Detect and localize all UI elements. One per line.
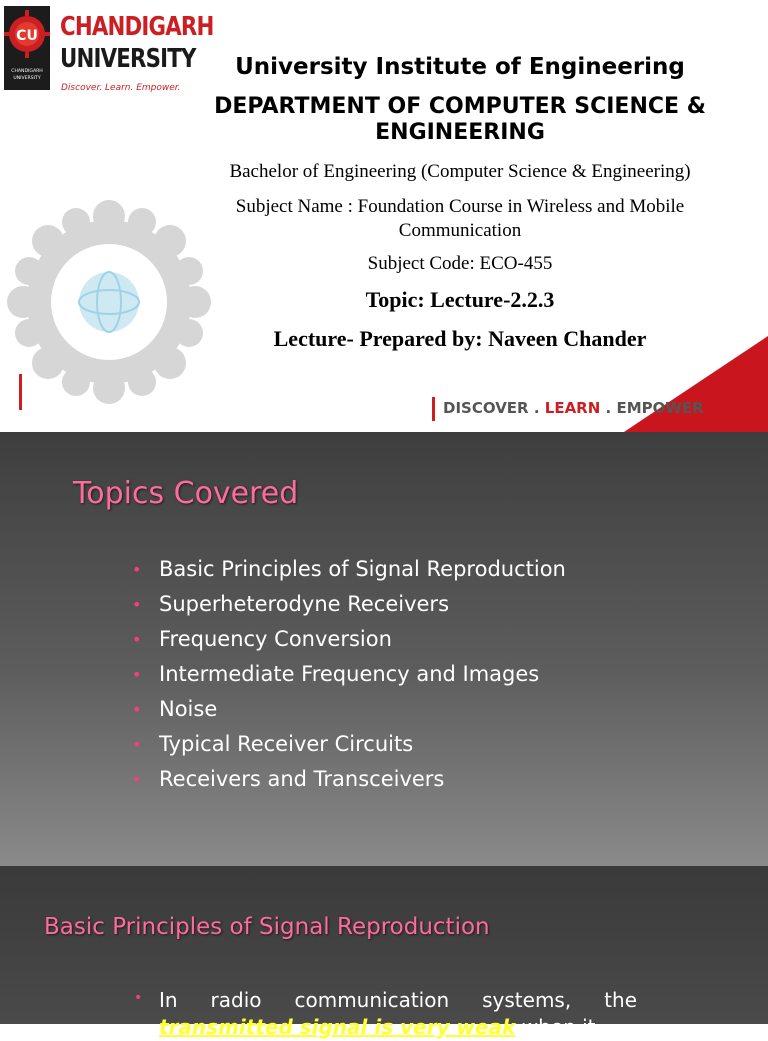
body-text-rest: when it <box>515 1015 596 1039</box>
signal-reproduction-slide <box>0 866 768 1039</box>
bullet-icon: • <box>132 735 142 754</box>
bullet-icon: • <box>132 595 142 614</box>
discover-learn-empower-footer <box>432 397 704 421</box>
svg-text:CU: CU <box>16 28 38 44</box>
subject-name: Subject Name : Foundation Course in Wireless and Mobile Communication <box>235 196 685 241</box>
subject-code: Subject Code: ECO-455 <box>367 253 553 274</box>
body-text-line1: In radio communication systems, the <box>159 988 637 1012</box>
topic-text: Typical Receiver Circuits <box>159 732 414 756</box>
topic-text: Basic Principles of Signal Reproduction <box>159 557 566 581</box>
bullet-icon: • <box>132 770 142 789</box>
highlighted-text: transmitted signal is very weak <box>159 1015 516 1039</box>
university-seal-icon <box>4 6 50 90</box>
svg-text:CHANDIGARH: CHANDIGARH <box>11 69 43 74</box>
topic-text: Frequency Conversion <box>159 627 392 651</box>
svg-text:UNIVERSITY: UNIVERSITY <box>13 76 41 81</box>
topic-text: Intermediate Frequency and Images <box>159 662 540 686</box>
list-item <box>132 692 566 727</box>
footer-empower: EMPOWER <box>616 399 704 417</box>
topics-slide <box>0 432 768 866</box>
list-item <box>132 762 566 797</box>
list-item <box>132 587 566 622</box>
topic-text: Superheterodyne Receivers <box>159 592 450 616</box>
title-slide <box>0 0 768 432</box>
topic-text: Noise <box>159 697 218 721</box>
list-item <box>132 622 566 657</box>
bullet-icon: • <box>134 990 143 1006</box>
lecture-topic: Topic: Lecture-2.2.3 <box>365 287 555 312</box>
topic-text: Receivers and Transceivers <box>159 767 445 791</box>
list-item <box>132 657 566 692</box>
topics-list <box>132 552 566 797</box>
red-accent-bar <box>19 374 22 410</box>
department-name: DEPARTMENT OF COMPUTER SCIENCE & ENGINEERING <box>214 94 706 145</box>
body-text-line2 <box>159 1013 637 1041</box>
topics-title: Topics Covered <box>73 476 299 511</box>
bullet-icon: • <box>132 700 142 719</box>
footer-learn: LEARN <box>544 399 601 417</box>
bullet-icon: • <box>132 560 142 579</box>
institute-name: University Institute of Engineering <box>235 54 685 80</box>
university-logo <box>4 6 214 94</box>
university-tagline: Discover. Learn. Empower. <box>61 83 181 93</box>
footer-discover: DISCOVER <box>443 399 529 417</box>
program-name: Bachelor of Engineering (Computer Science & Engineering) <box>229 161 691 182</box>
university-name-line2: UNIVERSITY <box>60 44 196 74</box>
lecture-author: Lecture- Prepared by: Naveen Chander <box>273 326 647 351</box>
footer-separator: . <box>528 399 545 417</box>
university-name-line1: CHANDIGARH <box>60 12 214 42</box>
list-item <box>132 552 566 587</box>
bullet-icon: • <box>132 665 142 684</box>
bullet-icon: • <box>132 630 142 649</box>
footer-separator: . <box>600 399 617 417</box>
slide-title: Basic Principles of Signal Reproduction <box>44 914 490 940</box>
list-item <box>132 727 566 762</box>
